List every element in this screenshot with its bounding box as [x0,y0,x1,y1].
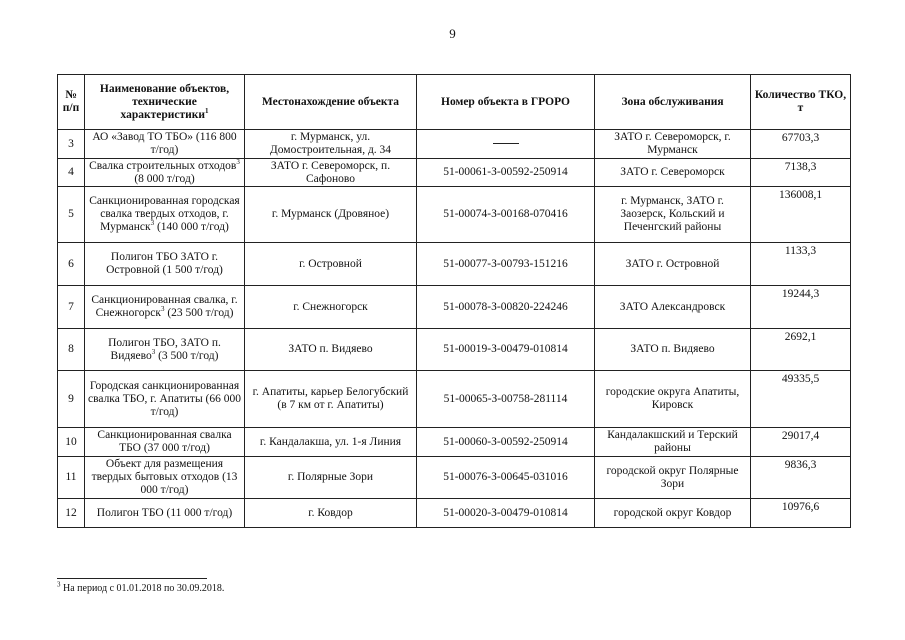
table-row [58,187,851,243]
cell-zone: городской округ Полярные Зори [595,457,751,499]
cell-groro: 51-00060-З-00592-250914 [417,428,595,457]
cell-number: 9 [58,371,85,428]
cell-name: Санкционированная городская свалка твердых отходов, г. Мурманск$^3$ (140 000 т/год) [85,187,245,243]
table-row [58,286,851,329]
cell-zone: ЗАТО г. Североморск, г. Мурманск [595,130,751,159]
cell-groro: 51-00076-З-00645-031016 [417,457,595,499]
cell-zone: г. Мурманск, ЗАТО г. Заозерск, Кольский и Печенгский районы [595,187,751,243]
cell-name: Полигон ТБО, ЗАТО п. Видяево$^3$ (3 500 т/год) [85,329,245,371]
table-row [58,130,851,159]
header-zone: Зона обслуживания [595,75,751,130]
cell-zone: ЗАТО п. Видяево [595,329,751,371]
cell-zone: ЗАТО г. Островной [595,243,751,286]
table-row [58,457,851,499]
table-header-row [58,75,851,130]
cell-name: Полигон ТБО ЗАТО г. Островной (1 500 т/год) [85,243,245,286]
cell-location: г. Снежногорск [245,286,417,329]
footnote-divider [57,578,207,579]
cell-groro: 51-00019-З-00479-010814 [417,329,595,371]
table-row [58,371,851,428]
cell-groro [417,130,595,159]
table-row [58,159,851,187]
cell-groro: 51-00065-З-00758-281114 [417,371,595,428]
cell-quantity: 19244,3 [751,286,851,329]
cell-quantity: 29017,4 [751,428,851,457]
cell-zone: ЗАТО г. Североморск [595,159,751,187]
cell-zone: городской округ Ковдор [595,499,751,528]
cell-location: ЗАТО п. Видяево [245,329,417,371]
cell-name: Санкционированная свалка, г. Снежногорск$^3$ (23 500 т/год) [85,286,245,329]
cell-location: г. Мурманск, ул. Домостроительная, д. 34 [245,130,417,159]
cell-quantity: 136008,1 [751,187,851,243]
header-name: Наименование объектов, технические характеристики$^1$ [85,75,245,130]
cell-location: г. Кандалакша, ул. 1-я Линия [245,428,417,457]
cell-name: Свалка строительных отходов$^3$ (8 000 т/год) [85,159,245,187]
cell-quantity: 2692,1 [751,329,851,371]
cell-number: 12 [58,499,85,528]
header-groro: Номер объекта в ГРОРО [417,75,595,130]
cell-name: Полигон ТБО (11 000 т/год) [85,499,245,528]
cell-location: г. Островной [245,243,417,286]
cell-number: 7 [58,286,85,329]
cell-quantity: 49335,5 [751,371,851,428]
table-row [58,499,851,528]
cell-zone: ЗАТО Александровск [595,286,751,329]
cell-groro: 51-00020-З-00479-010814 [417,499,595,528]
waste-facilities-table [57,74,851,528]
cell-number: 6 [58,243,85,286]
table-row [58,329,851,371]
cell-number: 11 [58,457,85,499]
cell-quantity: 7138,3 [751,159,851,187]
cell-number: 3 [58,130,85,159]
cell-location: г. Полярные Зори [245,457,417,499]
header-quantity: Количество ТКО, т [751,75,851,130]
cell-name: Санкционированная свалка ТБО (37 000 т/год) [85,428,245,457]
cell-zone: Кандалакшский и Терский районы [595,428,751,457]
cell-location: г. Ковдор [245,499,417,528]
footnote: $^3$ На период с 01.01.2018 по 30.09.2018. [57,580,225,594]
header-number: № п/п [58,75,85,130]
cell-quantity: 1133,3 [751,243,851,286]
cell-location: г. Апатиты, карьер Белогубский (в 7 км от г. Апатиты) [245,371,417,428]
table-row [58,428,851,457]
header-location: Местонахождение объекта [245,75,417,130]
cell-location: г. Мурманск (Дровяное) [245,187,417,243]
cell-quantity: 9836,3 [751,457,851,499]
cell-name: Объект для размещения твердых бытовых отходов (13 000 т/год) [85,457,245,499]
cell-number: 10 [58,428,85,457]
cell-groro: 51-00078-З-00820-224246 [417,286,595,329]
cell-number: 5 [58,187,85,243]
table-row [58,243,851,286]
page-number: 9 [449,26,456,41]
cell-name: Городская санкционированная свалка ТБО, г. Апатиты (66 000 т/год) [85,371,245,428]
cell-groro: 51-00074-З-00168-070416 [417,187,595,243]
cell-name: АО «Завод ТО ТБО» (116 800 т/год) [85,130,245,159]
cell-location: ЗАТО г. Североморск, п. Сафоново [245,159,417,187]
cell-number: 4 [58,159,85,187]
cell-zone: городские округа Апатиты, Кировск [595,371,751,428]
cell-number: 8 [58,329,85,371]
cell-quantity: 67703,3 [751,130,851,159]
cell-quantity: 10976,6 [751,499,851,528]
cell-groro: 51-00077-З-00793-151216 [417,243,595,286]
empty-dash [493,143,519,144]
cell-groro: 51-00061-З-00592-250914 [417,159,595,187]
